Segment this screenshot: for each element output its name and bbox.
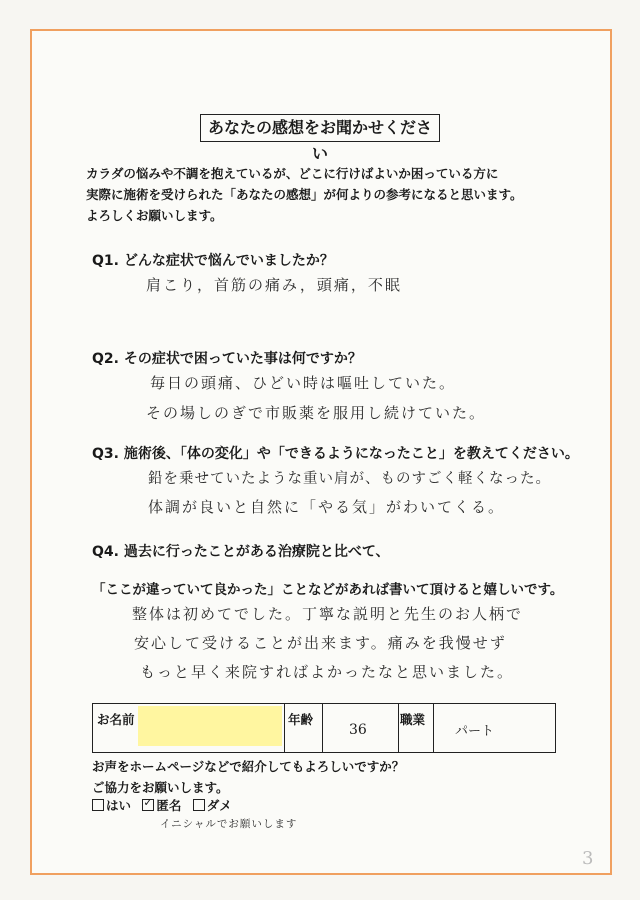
option-yes[interactable]: はい [92,796,131,814]
checkbox-no[interactable] [193,799,205,811]
q4-answer-line: もっと早く来院すればよかったなと思いました。 [140,663,515,681]
info-table [92,703,556,753]
page-mark: 3 [582,848,594,869]
age-value: 36 [349,722,367,738]
checkbox-yes[interactable] [92,799,104,811]
intro-line: よろしくお願いします。 [86,208,223,223]
name-label: お名前 [97,712,135,727]
q4-answer-line: 安心して受けることが出来ます。痛みを我慢せず [134,634,507,652]
consent-options [92,796,239,814]
job-value: パート [455,724,495,739]
consent-line: お声をホームページなどで紹介してもよろしいですか？ [92,759,405,774]
cell-divider [322,704,323,752]
q2-answer-line: その場しのぎで市販薬を服用し続けていた。 [146,404,487,422]
cell-divider [284,704,285,752]
checkbox-anonymous-checked[interactable] [142,799,154,811]
q4-question-line: 「ここが違っていて良かった」ことなどがあれば書いて頂けると嬉しいです。 [92,582,564,598]
age-label: 年齢 [288,712,314,727]
option-no[interactable]: ダメ [193,796,232,814]
q1-answer: 肩こり，首筋の痛み，頭痛，不眠 [146,276,402,294]
q3-answer-line: 体調が良いと自然に「やる気」がわいてくる。 [148,498,506,516]
q2-answer-line: 毎日の頭痛、ひどい時は嘔吐していた。 [150,374,457,392]
intro-line: カラダの悩みや不調を抱えているが、どこに行けばよいか困っている方に [86,166,499,181]
consent-line: ご協力をお願いします。 [92,780,229,795]
q1-question: Q1. どんな症状で悩んでいましたか？ [92,253,334,269]
q4-answer-line: 整体は初めてでした。丁寧な説明と先生のお人柄で [132,605,524,623]
consent-text [92,756,404,798]
option-anonymous[interactable]: ✓ 匿名 [142,796,181,814]
q3-answer-line: 鉛を乗せていたような重い肩が、ものすごく軽くなった。 [148,471,551,487]
cell-divider [398,704,399,752]
q2-question: Q2. その症状で困っていた事は何ですか？ [92,351,362,367]
intro-text [86,163,523,226]
consent-note: イニシャルでお願いします [160,818,298,830]
q4-question-line: Q4. 過去に行ったことがある治療院と比べて、 [92,544,390,560]
intro-line: 実際に施術を受けられた「あなたの感想」が何よりの参考になると思います。 [86,187,523,202]
survey-title: あなたの感想をお聞かせください [200,114,440,142]
cell-divider [433,704,434,752]
q3-question: Q3. 施術後、「体の変化」や「できるようになったこと」を教えてください。 [92,446,579,462]
job-label: 職業 [400,712,426,727]
